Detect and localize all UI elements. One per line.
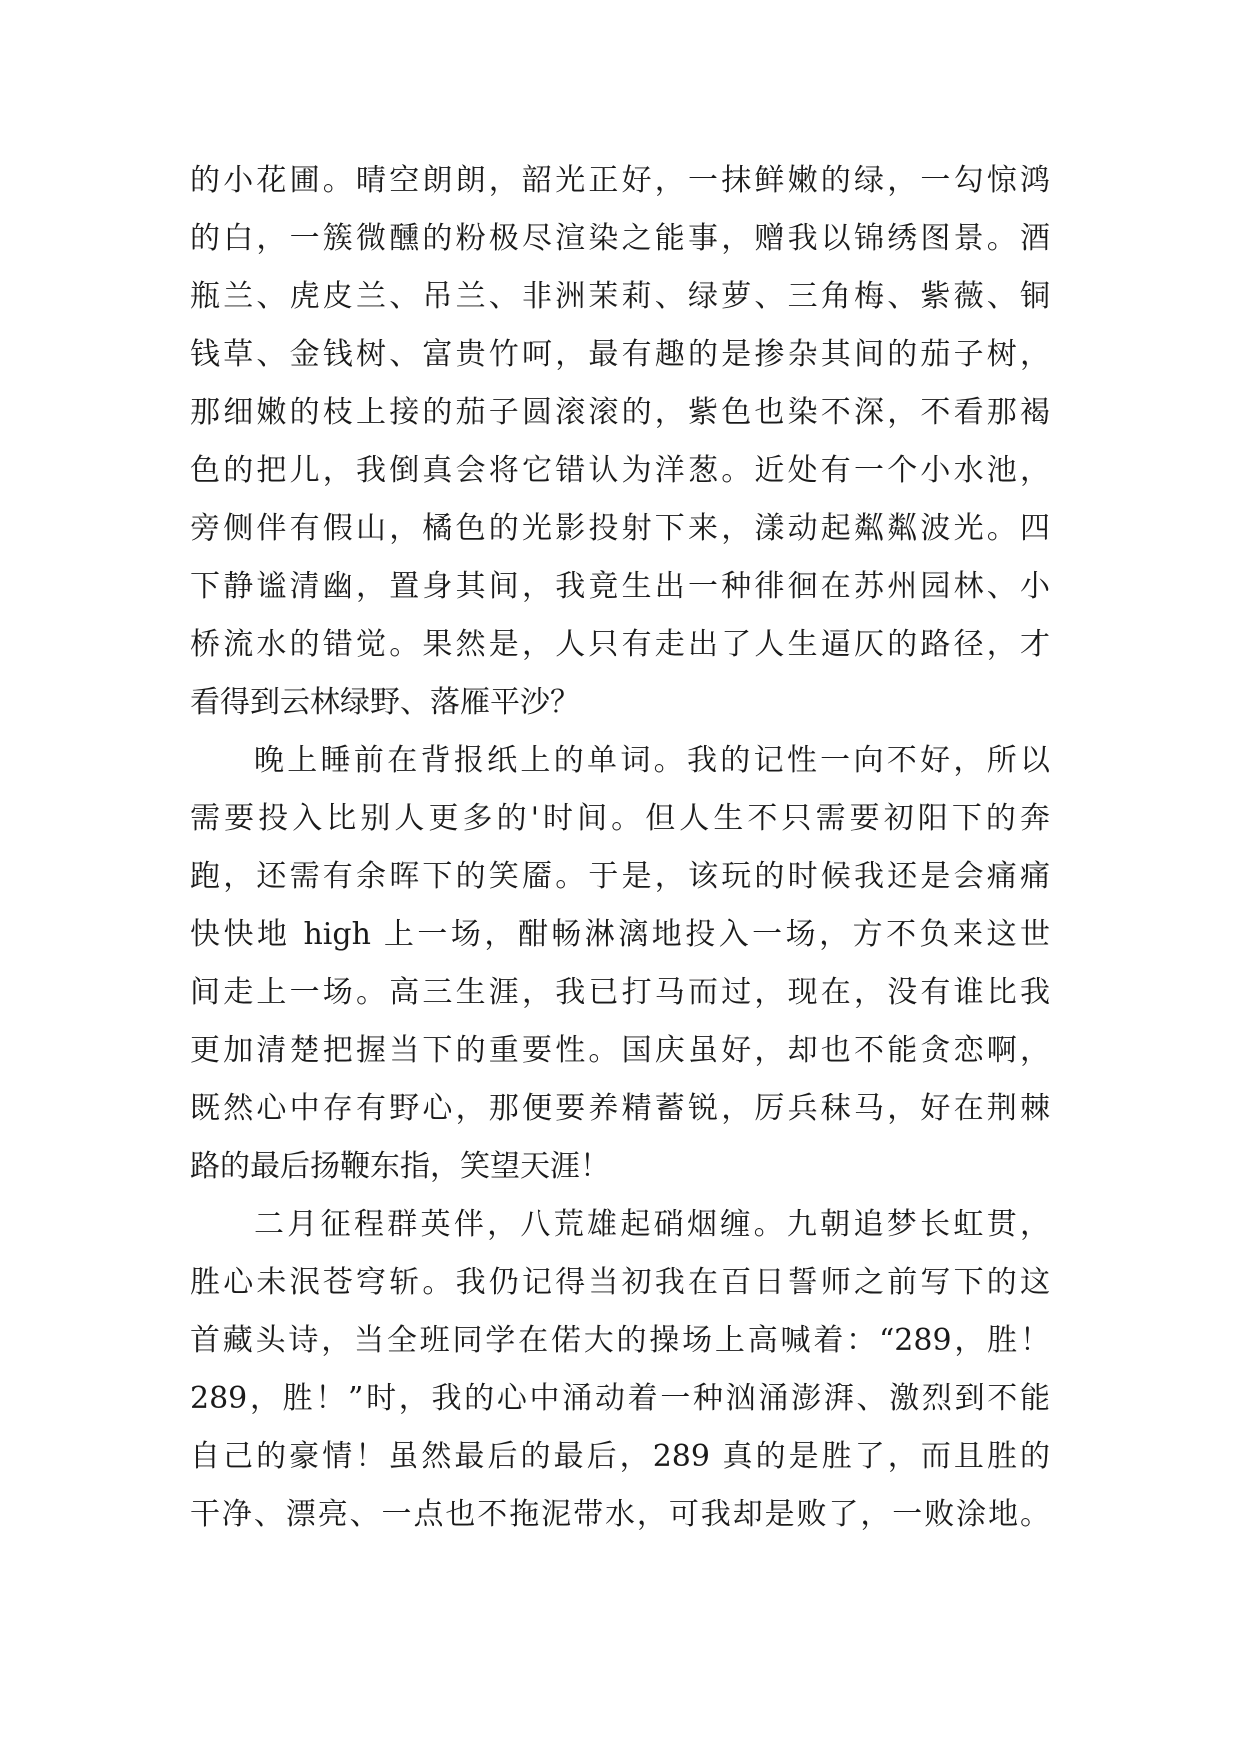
text-line: 自己的豪情！虽然最后的最后，289 真的是胜了，而且胜的 bbox=[190, 1439, 1050, 1474]
body-text bbox=[190, 152, 1050, 1544]
text-line: 晚上睡前在背报纸上的单词。我的记性一向不好，所以 bbox=[254, 743, 1050, 778]
text-line: 干净、漂亮、一点也不拖泥带水，可我却是败了，一败涂地。 bbox=[190, 1497, 1050, 1532]
text-line: 看得到云林绿野、落雁平沙？ bbox=[190, 685, 580, 720]
text-line: 瓶兰、虎皮兰、吊兰、非洲茉莉、绿萝、三角梅、紫薇、铜 bbox=[190, 279, 1050, 314]
paragraph-1 bbox=[190, 152, 1050, 732]
text-line: 289，胜！”时，我的心中涌动着一种汹涌澎湃、激烈到不能 bbox=[190, 1381, 1050, 1416]
text-line: 胜心未泯苍穹斩。我仍记得当初我在百日誓师之前写下的这 bbox=[190, 1265, 1050, 1300]
text-line: 需要投入比别人更多的'时间。但人生不只需要初阳下的奔 bbox=[190, 801, 1050, 836]
text-line: 旁侧伴有假山，橘色的光影投射下来，漾动起粼粼波光。四 bbox=[190, 511, 1050, 546]
paragraph-3 bbox=[190, 1196, 1050, 1544]
text-line: 更加清楚把握当下的重要性。国庆虽好，却也不能贪恋啊， bbox=[190, 1033, 1050, 1068]
text-line: 间走上一场。高三生涯，我已打马而过，现在，没有谁比我 bbox=[190, 975, 1050, 1010]
text-line: 桥流水的错觉。果然是，人只有走出了人生逼仄的路径，才 bbox=[190, 627, 1050, 662]
text-line: 钱草、金钱树、富贵竹呵，最有趣的是掺杂其间的茄子树， bbox=[190, 337, 1050, 372]
text-line: 的白，一簇微醺的粉极尽渲染之能事，赠我以锦绣图景。酒 bbox=[190, 221, 1050, 256]
text-line: 快快地 high 上一场，酣畅淋漓地投入一场，方不负来这世 bbox=[190, 917, 1050, 952]
text-line: 那细嫩的枝上接的茄子圆滚滚的，紫色也染不深，不看那褐 bbox=[190, 395, 1050, 430]
paragraph-2 bbox=[190, 732, 1050, 1196]
text-line: 下静谧清幽，置身其间，我竟生出一种徘徊在苏州园林、小 bbox=[190, 569, 1050, 604]
text-line: 首藏头诗，当全班同学在偌大的操场上高喊着：“289，胜！ bbox=[190, 1323, 1050, 1358]
text-line: 色的把儿，我倒真会将它错认为洋葱。近处有一个小水池， bbox=[190, 453, 1050, 488]
text-line: 的小花圃。晴空朗朗，韶光正好，一抹鲜嫩的绿，一勾惊鸿 bbox=[190, 163, 1050, 198]
text-line: 跑，还需有余晖下的笑靥。于是，该玩的时候我还是会痛痛 bbox=[190, 859, 1050, 894]
text-line: 二月征程群英伴，八荒雄起硝烟缠。九朝追梦长虹贯， bbox=[254, 1207, 1050, 1242]
text-line: 既然心中存有野心，那便要养精蓄锐，厉兵秣马，好在荆棘 bbox=[190, 1091, 1050, 1126]
text-line: 路的最后扬鞭东指，笑望天涯！ bbox=[190, 1149, 610, 1184]
